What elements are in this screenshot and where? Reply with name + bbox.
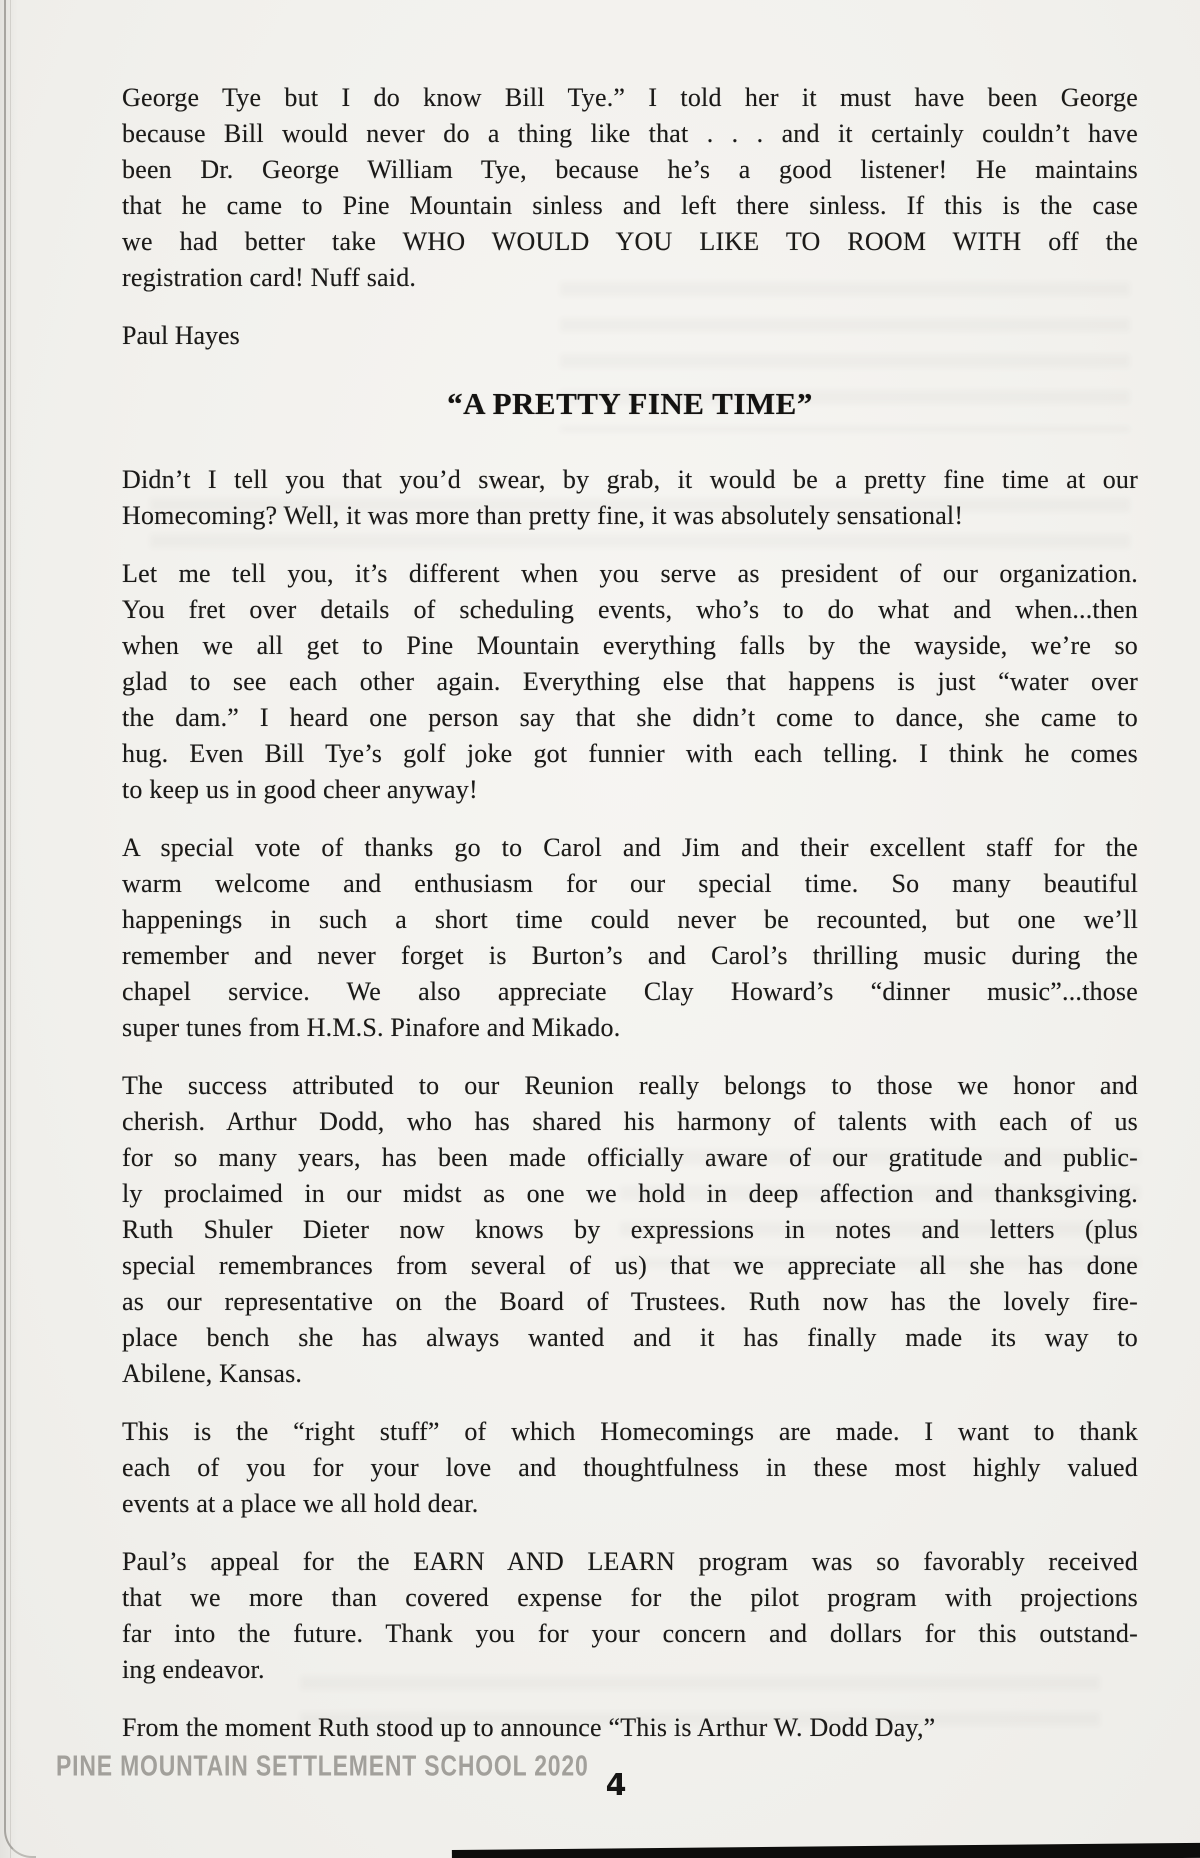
text-line: George Tye but I do know Bill Tye.” I told her it must have been George: [122, 83, 1138, 112]
text-line: cherish. Arthur Dodd, who has shared his harmony of talents with each of us: [122, 1107, 1138, 1136]
text-line: been Dr. George William Tye, because he’s a good listener! He maintains: [122, 155, 1138, 184]
body-paragraphs: [122, 462, 1138, 1746]
text-line: events at a place we all hold dear.: [122, 1489, 479, 1518]
text-line: You fret over details of scheduling events, who’s to do what and when...then: [122, 595, 1138, 624]
text-line: Didn’t I tell you that you’d swear, by grab, it would be a pretty fine time at our: [122, 465, 1138, 494]
text-line: to keep us in good cheer anyway!: [122, 775, 478, 804]
text-line: ing endeavor.: [122, 1655, 265, 1684]
text-line: Abilene, Kansas.: [122, 1359, 303, 1388]
text-line: Homecoming? Well, it was more than pretty fine, it was absolutely sensational!: [122, 501, 964, 530]
text-line: This is the “right stuff” of which Homecomings are made. I want to thank: [122, 1417, 1138, 1446]
paragraph: [122, 556, 1138, 808]
text-line: chapel service. We also appreciate Clay Howard’s “dinner music”...those: [122, 977, 1138, 1006]
text-line: we had better take WHO WOULD YOU LIKE TO ROOM WITH off the: [122, 227, 1138, 256]
text-line: Paul’s appeal for the EARN AND LEARN program was so favorably received: [122, 1547, 1138, 1576]
text-line: that we more than covered expense for the pilot program with projections: [122, 1583, 1138, 1612]
paragraph: [122, 1068, 1138, 1392]
paragraph: [122, 462, 1138, 534]
text-line: because Bill would never do a thing like that . . . and it certainly couldn’t have: [122, 119, 1138, 148]
paragraph: [122, 1414, 1138, 1522]
text-line: each of you for your love and thoughtfulness in these most highly valued: [122, 1453, 1138, 1482]
paragraph: [122, 1544, 1138, 1688]
text-line: warm welcome and enthusiasm for our special time. So many beautiful: [122, 869, 1138, 898]
text-line: The success attributed to our Reunion really belongs to those we honor and: [122, 1071, 1138, 1100]
signature-paul-hayes: Paul Hayes: [122, 321, 240, 350]
text-line: Ruth Shuler Dieter now knows by expressions in notes and letters (plus: [122, 1215, 1138, 1244]
page-body-text: [122, 80, 1138, 1768]
page-number: 4: [605, 1768, 627, 1803]
text-line: remember and never forget is Burton’s and Carol’s thrilling music during the: [122, 941, 1138, 970]
text-line: special remembrances from several of us) that we appreciate all she has done: [122, 1251, 1138, 1280]
scan-artifact-bar: [452, 1843, 1200, 1858]
scan-edge-shading: [0, 0, 18, 1858]
text-line: glad to see each other again. Everything else that happens is just “water over: [122, 667, 1138, 696]
text-line: ly proclaimed in our midst as one we hold in deep affection and thanksgiving.: [122, 1179, 1138, 1208]
paragraph: [122, 830, 1138, 1046]
scan-edge-line: [4, 0, 6, 1688]
text-line: the dam.” I heard one person say that she didn’t come to dance, she came to: [122, 703, 1138, 732]
text-line: registration card! Nuff said.: [122, 263, 417, 292]
text-line: far into the future. Thank you for your concern and dollars for this outstand-: [122, 1619, 1138, 1648]
text-line: place bench she has always wanted and it has finally made its way to: [122, 1323, 1138, 1352]
section-title: “A PRETTY FINE TIME”: [447, 386, 813, 421]
paragraph: [122, 1710, 1138, 1746]
text-line: Let me tell you, it’s different when you serve as president of our organization.: [122, 559, 1138, 588]
text-line: A special vote of thanks go to Carol and Jim and their excellent staff for the: [122, 833, 1138, 862]
text-line: when we all get to Pine Mountain everything falls by the wayside, we’re so: [122, 631, 1138, 660]
text-line: super tunes from H.M.S. Pinafore and Mikado.: [122, 1013, 621, 1042]
text-line: happenings in such a short time could never be recounted, but one we’ll: [122, 905, 1138, 934]
watermark-text: PINE MOUNTAIN SETTLEMENT SCHOOL 2020: [56, 1750, 589, 1782]
text-line: as our representative on the Board of Trustees. Ruth now has the lovely fire-: [122, 1287, 1138, 1316]
intro-paragraph: [122, 80, 1138, 296]
text-line: hug. Even Bill Tye’s golf joke got funnier with each telling. I think he comes: [122, 739, 1138, 768]
text-line: From the moment Ruth stood up to announce “This is Arthur W. Dodd Day,”: [122, 1713, 936, 1742]
scan-edge-line: [10, 0, 11, 1858]
text-line: for so many years, has been made officially aware of our gratitude and public-: [122, 1143, 1138, 1172]
text-line: that he came to Pine Mountain sinless and left there sinless. If this is the case: [122, 191, 1138, 220]
